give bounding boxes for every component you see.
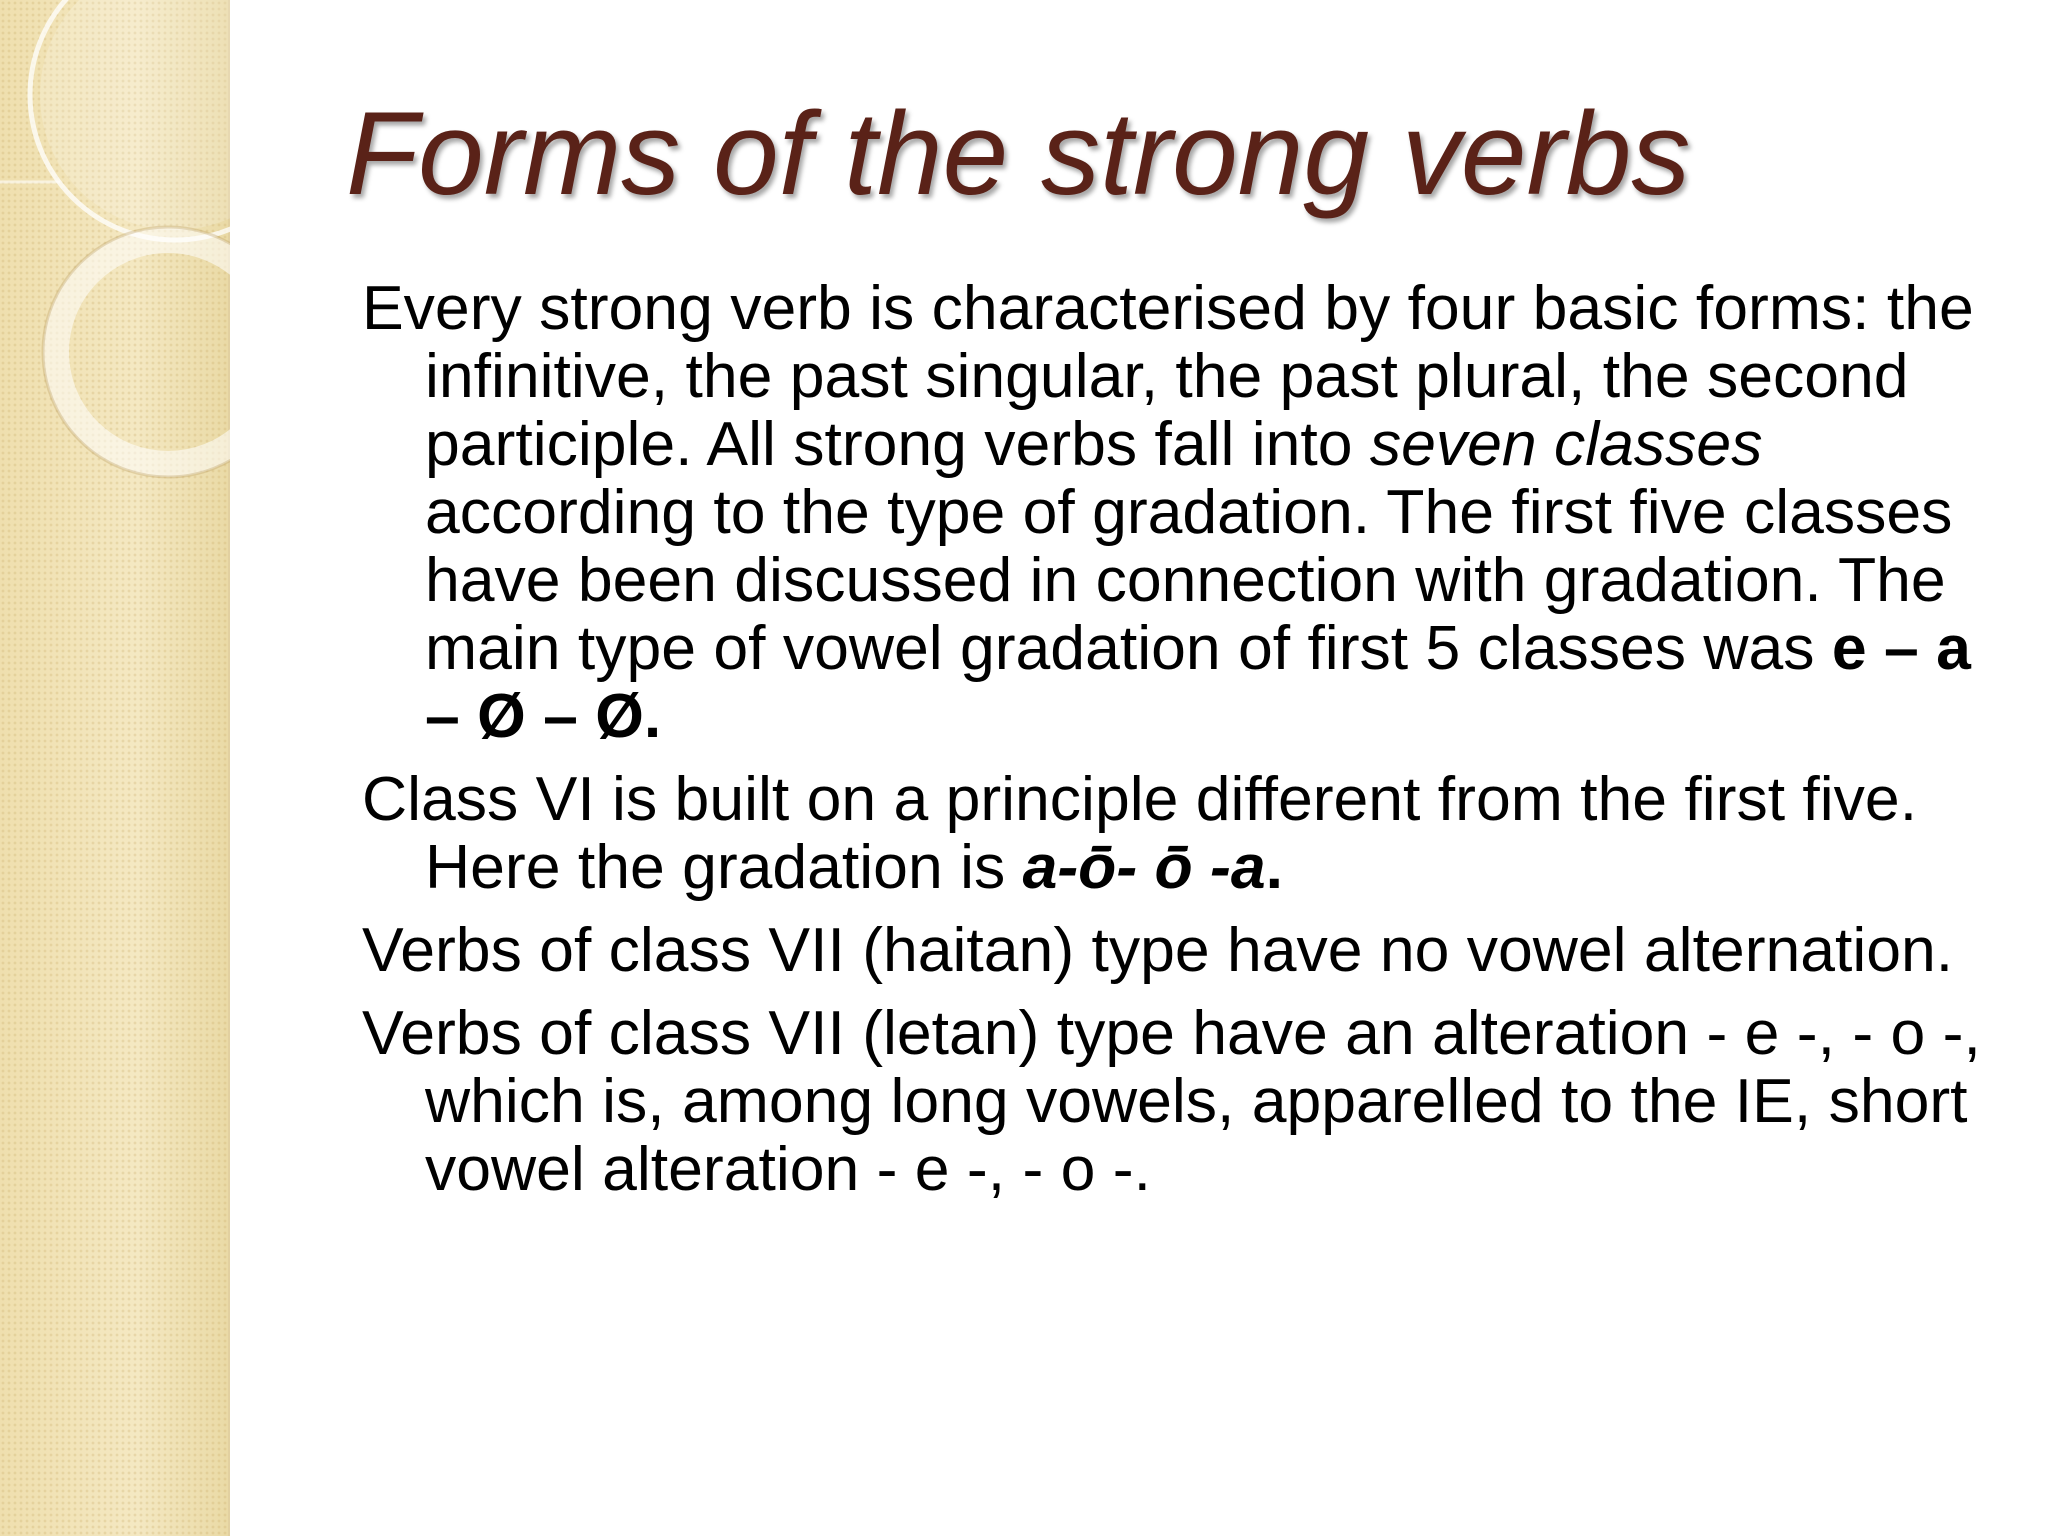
paragraph-text: Class VI is built on a principle different from the first five. Here the gradation is	[362, 764, 1918, 902]
paragraph-text: Every strong verb is characterised by four basic forms: the infinitive, the past singular, the past plural, the second participle. All strong verbs fall into	[362, 273, 1974, 479]
period: .	[1265, 832, 1283, 902]
paragraph-class-vii-haitan: Verbs of class VII (haitan) type have no vowel alternation.	[362, 915, 1954, 985]
gradation-formula: e – a – Ø – Ø.	[425, 613, 1971, 751]
paragraph-class-vi	[362, 765, 2022, 901]
slide-body	[362, 274, 2022, 1218]
decorative-rings-icon	[0, 0, 230, 520]
slide-title: Forms of the strong verbs	[346, 88, 1691, 220]
paragraph-text: according to the type of gradation. The first five classes have been discussed in connection with gradation. The main type of vowel gradation of first 5 classes was	[425, 477, 1953, 683]
paragraph-class-vii-letan: Verbs of class VII (letan) type have an alteration - e -, - o -, which is, among long vowels, apparelled to the IE, short vowel alteration - e -, - o -.	[362, 998, 1981, 1204]
paragraph-strong-verb-forms	[362, 274, 2022, 750]
decorative-side-strip	[0, 0, 230, 1536]
italic-term: seven classes	[1369, 409, 1763, 479]
gradation-formula: a-ō̄- ō̄ -a	[1022, 832, 1266, 902]
